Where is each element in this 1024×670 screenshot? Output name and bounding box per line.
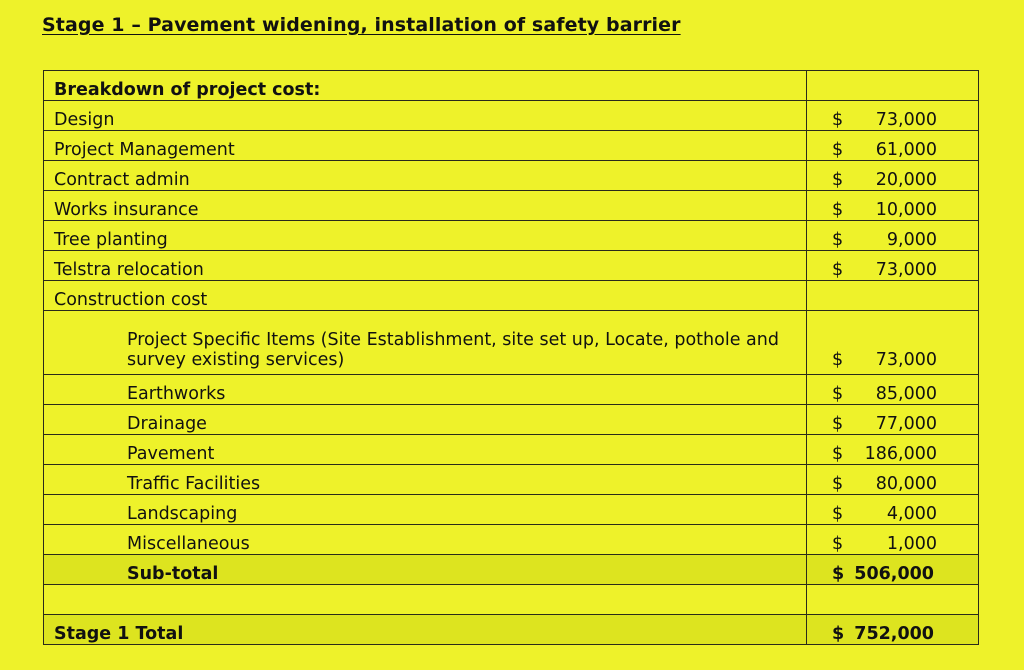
- table-row: [44, 525, 979, 555]
- subtotal-label: Sub-total: [44, 555, 807, 585]
- item-label: Project Specific Items (Site Establishment, site set up, Locate, pothole and survey existing services): [44, 311, 807, 375]
- subtotal-amount: 506,000: [854, 564, 934, 584]
- item-amount: 20,000: [875, 170, 937, 190]
- blank-row: [44, 585, 979, 615]
- header-amount-cell: [807, 71, 979, 101]
- table-row: [44, 221, 979, 251]
- item-label: Pavement: [44, 435, 807, 465]
- document-title: Stage 1 – Pavement widening, installation of safety barrier: [42, 14, 681, 36]
- item-amount: 73,000: [875, 350, 937, 370]
- item-amount: 77,000: [875, 414, 937, 434]
- item-amount: 61,000: [875, 140, 937, 160]
- item-amount: 73,000: [875, 110, 937, 130]
- item-label: Design: [44, 101, 807, 131]
- item-amount: 73,000: [875, 260, 937, 280]
- table-row: [44, 495, 979, 525]
- total-amount: 752,000: [854, 624, 934, 644]
- table-row: [44, 131, 979, 161]
- construction-label: Construction cost: [44, 281, 807, 311]
- item-label: Earthworks: [44, 375, 807, 405]
- item-amount: 80,000: [875, 474, 937, 494]
- item-label: Telstra relocation: [44, 251, 807, 281]
- currency-symbol: $: [832, 140, 844, 160]
- item-label: Landscaping: [44, 495, 807, 525]
- header-label: Breakdown of project cost:: [44, 71, 807, 101]
- table-row: [44, 311, 979, 375]
- construction-amount-cell: [807, 281, 979, 311]
- currency-symbol: $: [832, 230, 844, 250]
- subtotal-row: [44, 555, 979, 585]
- currency-symbol: $: [832, 350, 844, 370]
- currency-symbol: $: [832, 534, 844, 554]
- currency-symbol: $: [832, 474, 844, 494]
- currency-symbol: $: [832, 110, 844, 130]
- table-row: [44, 465, 979, 495]
- currency-symbol: $: [832, 564, 845, 584]
- table-row: [44, 405, 979, 435]
- total-row: [44, 615, 979, 645]
- cost-breakdown-table: [43, 70, 979, 645]
- table-row: [44, 251, 979, 281]
- table-row: [44, 191, 979, 221]
- item-label: Miscellaneous: [44, 525, 807, 555]
- total-label: Stage 1 Total: [44, 615, 807, 645]
- table-row: [44, 435, 979, 465]
- currency-symbol: $: [832, 260, 844, 280]
- table-header-row: [44, 71, 979, 101]
- currency-symbol: $: [832, 444, 844, 464]
- blank-cell: [807, 585, 979, 615]
- table-row: [44, 101, 979, 131]
- table-row: [44, 161, 979, 191]
- item-amount: 186,000: [864, 444, 937, 464]
- currency-symbol: $: [832, 384, 844, 404]
- currency-symbol: $: [832, 504, 844, 524]
- construction-cost-row: [44, 281, 979, 311]
- item-label: Drainage: [44, 405, 807, 435]
- currency-symbol: $: [832, 624, 845, 644]
- blank-cell: [44, 585, 807, 615]
- item-amount: 1,000: [886, 534, 937, 554]
- item-amount: 10,000: [875, 200, 937, 220]
- item-label: Project Management: [44, 131, 807, 161]
- item-label: Works insurance: [44, 191, 807, 221]
- currency-symbol: $: [832, 414, 844, 434]
- item-label: Traffic Facilities: [44, 465, 807, 495]
- table-row: [44, 375, 979, 405]
- item-amount: 9,000: [886, 230, 937, 250]
- currency-symbol: $: [832, 200, 844, 220]
- item-amount: 4,000: [886, 504, 937, 524]
- item-label: Tree planting: [44, 221, 807, 251]
- item-amount: 85,000: [875, 384, 937, 404]
- item-label: Contract admin: [44, 161, 807, 191]
- currency-symbol: $: [832, 170, 844, 190]
